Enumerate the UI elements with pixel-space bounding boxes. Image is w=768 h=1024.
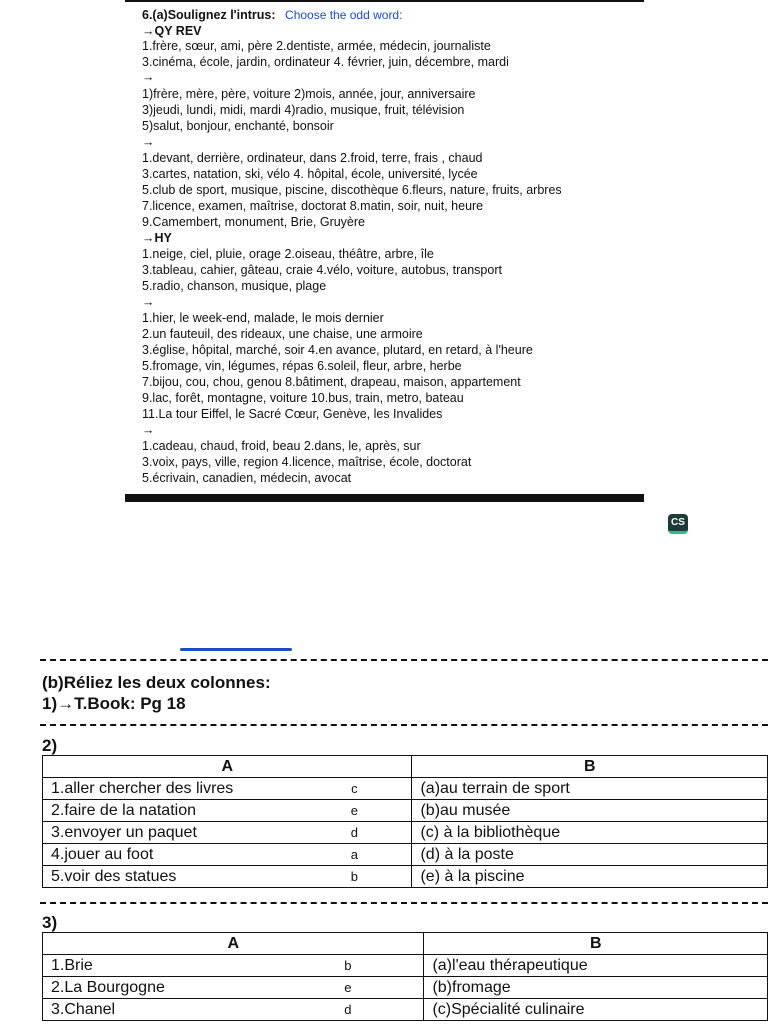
exercise-line: 5.fromage, vin, légumes, répas 6.soleil, fleur, arbre, herbe <box>142 359 462 373</box>
cell-a: 3.envoyer un paquet <box>43 822 298 844</box>
table-header-row <box>43 933 768 955</box>
cell-a: 1.Brie <box>43 955 273 977</box>
camscanner-icon: CS <box>668 514 688 534</box>
exercise-line: 11.La tour Eiffel, le Sacré Cœur, Genève, les Invalides <box>142 407 443 421</box>
part-b-title: (b)Réliez les deux colonnes: <box>42 673 271 692</box>
matching-table-2 <box>42 755 768 888</box>
column-a-header: A <box>43 756 412 778</box>
cell-b: (c)Spécialité culinaire <box>424 999 768 1021</box>
answer-letter: d <box>297 822 412 844</box>
cell-a: 2.La Bourgogne <box>43 977 273 999</box>
part-a-heading <box>142 7 402 23</box>
part-b-item2-label: 2) <box>42 736 58 755</box>
exercise-line: 3)jeudi, lundi, midi, mardi 4)radio, musique, fruit, télévision <box>142 103 465 117</box>
cell-b: (b)fromage <box>424 977 768 999</box>
cell-a: 3.Chanel <box>43 999 273 1021</box>
table-row <box>43 844 768 866</box>
answer-letter: e <box>297 800 412 822</box>
table-row <box>43 778 768 800</box>
table-row <box>43 800 768 822</box>
exercise-line: 9.Camembert, monument, Brie, Gruyère <box>142 215 365 229</box>
part-a-subtitle: Choose the odd word: <box>285 8 403 22</box>
table-row <box>43 999 768 1021</box>
column-b-header: B <box>424 933 768 955</box>
exercise-line: 1.frère, sœur, ami, père 2.dentiste, armée, médecin, journaliste <box>142 39 491 53</box>
cell-b: (e) à la piscine <box>412 866 768 888</box>
bottom-rule <box>125 494 644 502</box>
exercise-line: 3.cartes, natation, ski, vélo 4. hôpital, école, université, lycée <box>142 167 478 181</box>
exercise-line: 1.neige, ciel, pluie, orage 2.oiseau, théâtre, arbre, île <box>142 247 434 261</box>
exercise-line: 3.église, hôpital, marché, soir 4.en avance, plutard, en retard, à l'heure <box>142 343 533 357</box>
exercise-line: 9.lac, forêt, montagne, voiture 10.bus, train, metro, bateau <box>142 391 464 405</box>
exercise-line: 3.tableau, cahier, gâteau, craie 4.vélo, voiture, autobus, transport <box>142 263 502 277</box>
section-arrow: → <box>142 295 155 309</box>
part-b-item3-label: 3) <box>42 913 58 932</box>
cell-b: (d) à la poste <box>412 844 768 866</box>
pen-stroke <box>180 648 292 651</box>
exercise-line: 5)salut, bonjour, enchanté, bonsoir <box>142 119 334 133</box>
exercise-line: 5.club de sport, musique, piscine, discothèque 6.fleurs, nature, fruits, arbres <box>142 183 562 197</box>
section-arrow: → <box>142 423 155 437</box>
section-label: →HY <box>142 231 172 245</box>
cell-b: (a)au terrain de sport <box>412 778 768 800</box>
answer-letter: d <box>272 999 424 1021</box>
cell-a: 4.jouer au foot <box>43 844 298 866</box>
table-row <box>43 822 768 844</box>
exercise-line: 1)frère, mère, père, voiture 2)mois, année, jour, anniversaire <box>142 87 476 101</box>
part-b-item1: 1)→T.Book: Pg 18 <box>42 694 186 713</box>
cell-b: (b)au musée <box>412 800 768 822</box>
cell-b: (c) à la bibliothèque <box>412 822 768 844</box>
exercise-line: 1.devant, derrière, ordinateur, dans 2.froid, terre, frais , chaud <box>142 151 483 165</box>
table-row <box>43 955 768 977</box>
dashed-divider <box>40 724 768 726</box>
table-row <box>43 866 768 888</box>
part-a-title: 6.(a)Soulignez l'intrus: <box>142 8 276 22</box>
cell-a: 1.aller chercher des livres <box>43 778 298 800</box>
exercise-line: 1.hier, le week-end, malade, le mois dernier <box>142 311 384 325</box>
exercise-line: 3.cinéma, école, jardin, ordinateur 4. février, juin, décembre, mardi <box>142 55 509 69</box>
cell-b: (a)l'eau thérapeutique <box>424 955 768 977</box>
cell-a: 5.voir des statues <box>43 866 298 888</box>
dashed-divider <box>40 902 768 904</box>
section-arrow: → <box>142 135 155 149</box>
top-rule <box>125 0 644 2</box>
exercise-line: 7.licence, examen, maîtrise, doctorat 8.matin, soir, nuit, heure <box>142 199 484 213</box>
column-a-header: A <box>43 933 424 955</box>
exercise-line: 7.bijou, cou, chou, genou 8.bâtiment, drapeau, maison, appartement <box>142 375 521 389</box>
exercise-line: 5.radio, chanson, musique, plage <box>142 279 327 293</box>
section-label: →QY REV <box>142 24 202 38</box>
exercise-line: 3.voix, pays, ville, region 4.licence, maîtrise, école, doctorat <box>142 455 472 469</box>
exercise-line: 1.cadeau, chaud, froid, beau 2.dans, le, après, sur <box>142 439 421 453</box>
answer-letter: b <box>297 866 412 888</box>
table-header-row <box>43 756 768 778</box>
column-b-header: B <box>412 756 768 778</box>
answer-letter: c <box>297 778 412 800</box>
section-arrow: → <box>142 70 155 84</box>
dashed-divider <box>40 659 768 661</box>
answer-letter: a <box>297 844 412 866</box>
exercise-line: 2.un fauteuil, des rideaux, une chaise, une armoire <box>142 327 423 341</box>
answer-letter: b <box>272 955 424 977</box>
exercise-line: 5.écrivain, canadien, médecin, avocat <box>142 471 352 485</box>
table-row <box>43 977 768 999</box>
cell-a: 2.faire de la natation <box>43 800 298 822</box>
answer-letter: e <box>272 977 424 999</box>
matching-table-3 <box>42 932 768 1021</box>
